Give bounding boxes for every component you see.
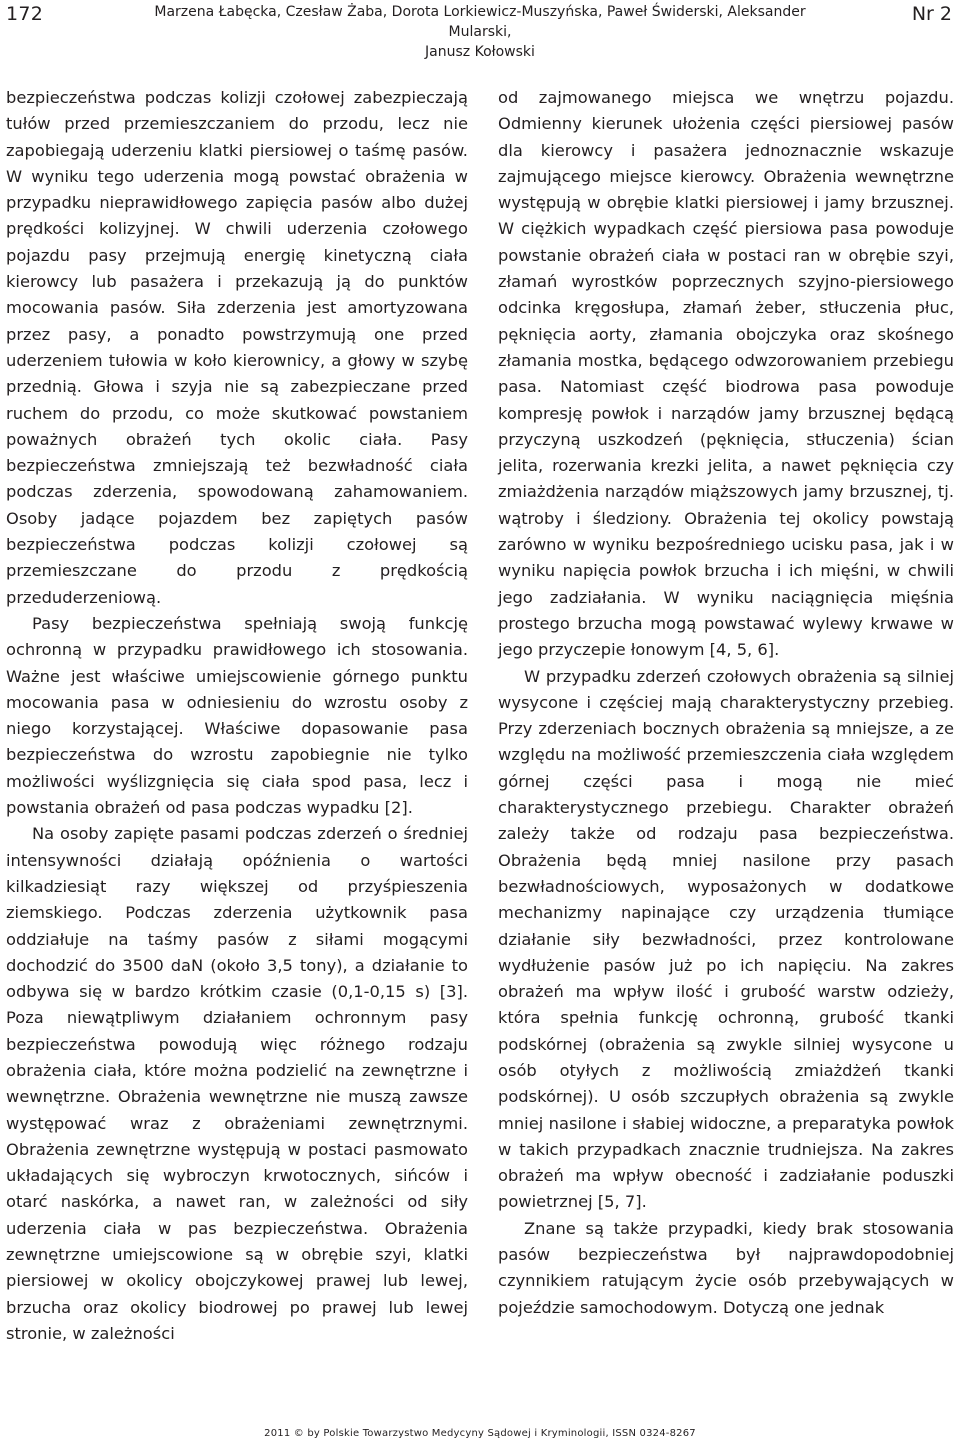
left-paragraph-1: bezpieczeństwa podczas kolizji czołowej zabezpieczają tułów przed przemieszczaniem do przodu, lecz nie zapobiegają uderzeniu klatki piersiowej o taśmę pasów. W wyniku tego uderzenia mogą powstać obrażenia w przypadku nieprawidłowego zapięcia pasów albo dużej prędkości kolizyjnej. W chwili uderzenia czołowego pojazdu pasy przejmują energię kinetyczną ciała kierowcy lub pasażera i przekazują ją do punktów mocowania pasów. Siła zderzenia jest amortyzowana przez pasy, a ponadto powstrzymują one przed uderzeniem tułowia w koło kierownicy, a głowy w szybę przednią. Głowa i szyja nie są zabezpieczane przed ruchem do przodu, co może skutkować powstaniem poważnych obrażeń tych okolic ciała. Pasy bezpieczeństwa zmniejszają też bezwładność ciała podczas zderzenia, spowodowaną zahamowaniem. Osoby jadące pojazdem bez zapiętych pasów bezpieczeństwa podczas kolizji czołowej są przemieszczane do przodu z prędkością przeduderzeniową. [6,88,468,607]
copyright-footer: 2011 © by Polskie Towarzystwo Medycyny Sądowej i Kryminologii, ISSN 0324-8267 [264,1428,696,1439]
authors-line-1: Marzena Łabęcka, Czesław Żaba, Dorota Lorkiewicz-Muszyńska, Paweł Świderski, Aleksander Mularski, [154,4,806,40]
left-paragraph-2: Pasy bezpieczeństwa spełniają swoją funkcję ochronną w przypadku prawidłowego ich stosowania. Ważne jest właściwe umiejscowienie górnego punktu mocowania pasa w odniesieniu do wzrostu osoby z niego korzystającej. Właściwe dopasowanie pasa bezpieczeństwa do wzrostu zapobiegnie nie tylko możliwości wyślizgnięcia się ciała spod pasa, lecz i powstania obrażeń od pasa podczas wypadku [2]. [6,613,468,818]
left-column [6,85,468,1347]
authors-line-2: Janusz Kołowski [425,44,535,60]
running-header-authors [140,2,820,62]
issue-number: Nr 2 [911,3,952,25]
right-paragraph-2: W przypadku zderzeń czołowych obrażenia są silniej wysycone i częściej mają charakterystyczny przebieg. Przy zderzeniach bocznych obrażenia są mniejsze, a ze względu na możliwość przemieszczenia ciała względem górnej części pasa i mogą nie mieć charakterystycznego przebiegu. Charakter obrażeń zależy także od rodzaju pasa bezpieczeństwa. Obrażenia będą mniej nasilone przy pasach bezwładnościowych, wyposażonych w dodatkowe mechanizmy napinające czy urządzenia tłumiące działanie siły bezwładności, przez kontrolowane wydłużenie pasów już po ich napięciu. Na zakres obrażeń ma wpływ ilość i grubość warstw odzieży, która spełnia funkcję ochronną, grubość tkanki podskórnej (obrażenia są zwykle silniej wysycone u osób otyłych z możliwością zmiażdżeń tkanki podskórnej). U osób szczupłych obrażenia są zwykle mniej nasilone i słabiej widoczne, a preparatyka powłok w takich przypadkach znacznie trudniejsza. Na zakres obrażeń ma wpływ obecność i zadziałanie poduszki powietrznej [5, 7]. [498,666,954,1212]
right-paragraph-3: Znane są także przypadki, kiedy brak stosowania pasów bezpieczeństwa był najprawdopodobniej czynnikiem ratującym życie osób przebywających w pojeździe samochodowym. Dotyczą one jednak [498,1218,954,1317]
right-column [498,85,954,1321]
left-paragraph-3: Na osoby zapięte pasami podczas zderzeń o średniej intensywności działają opóźnienia o wartości kilkadziesiąt razy większej od przyśpieszenia ziemskiego. Podczas zderzenia użytkownik pasa oddziałuje na taśmy pasów z siłami mogącymi dochodzić do 3500 daN (około 3,5 tony), a działanie to odbywa się w bardzo krótkim czasie (0,1-0,15 s) [3]. Poza niewątpliwym działaniem ochronnym pasy bezpieczeństwa powodują więc różnego rodzaju obrażenia ciała, które można podzielić na zewnętrzne i wewnętrzne. Obrażenia wewnętrzne nie muszą zawsze występować wraz z obrażeniami zewnętrznymi. Obrażenia zewnętrzne występują w postaci pasmowato układających się wybroczyn krwotocznych, sińców i otarć naskórka, a nawet ran, w zależności od siły uderzenia ciała w pas bezpieczeństwa. Obrażenia zewnętrzne umiejscowione są w obrębie szyi, klatki piersiowej w okolicy obojczykowej prawej lub lewej, brzucha oraz okolicy biodrowej po prawej lub lewej stronie, w zależności [6,824,468,1343]
page-number: 172 [6,3,44,25]
right-paragraph-1: od zajmowanego miejsca we wnętrzu pojazdu. Odmienny kierunek ułożenia części piersiowej pasów dla kierowcy i pasażera jednoznacznie wskazuje zajmującego miejsce kierowcy. Obrażenia wewnętrzne występują w obrębie klatki piersiowej i jamy brzusznej. W ciężkich wypadkach część piersiowa pasa powoduje powstanie obrażeń ciała w postaci ran w obrębie szyi, złamań wyrostków poprzecznych szyjno-piersiowego odcinka kręgosłupa, złamań żeber, stłuczenia płuc, pęknięcia aorty, złamania obojczyka oraz skośnego złamania mostka, będącego odwzorowaniem przebiegu pasa. Natomiast część biodrowa pasa powoduje kompresję powłok i narządów jamy brzusznej będącą przyczyną uszkodzeń (pęknięcia, stłuczenia) ścian jelita, rozerwania krezki jelita, a nawet pęknięcia czy zmiażdżenia narządów miąższowych jamy brzusznej, tj. wątroby i śledziony. Obrażenia tej okolicy powstają zarówno w wyniku bezpośredniego ucisku pasa, jak i w wyniku napięcia powłok brzucha i ich mięśni, w chwili jego zadziałania. W wyniku naciągnięcia mięśnia prostego brzucha mogą powstawać wylewy krwawe w jego przyczepie łonowym [4, 5, 6]. [498,88,954,660]
